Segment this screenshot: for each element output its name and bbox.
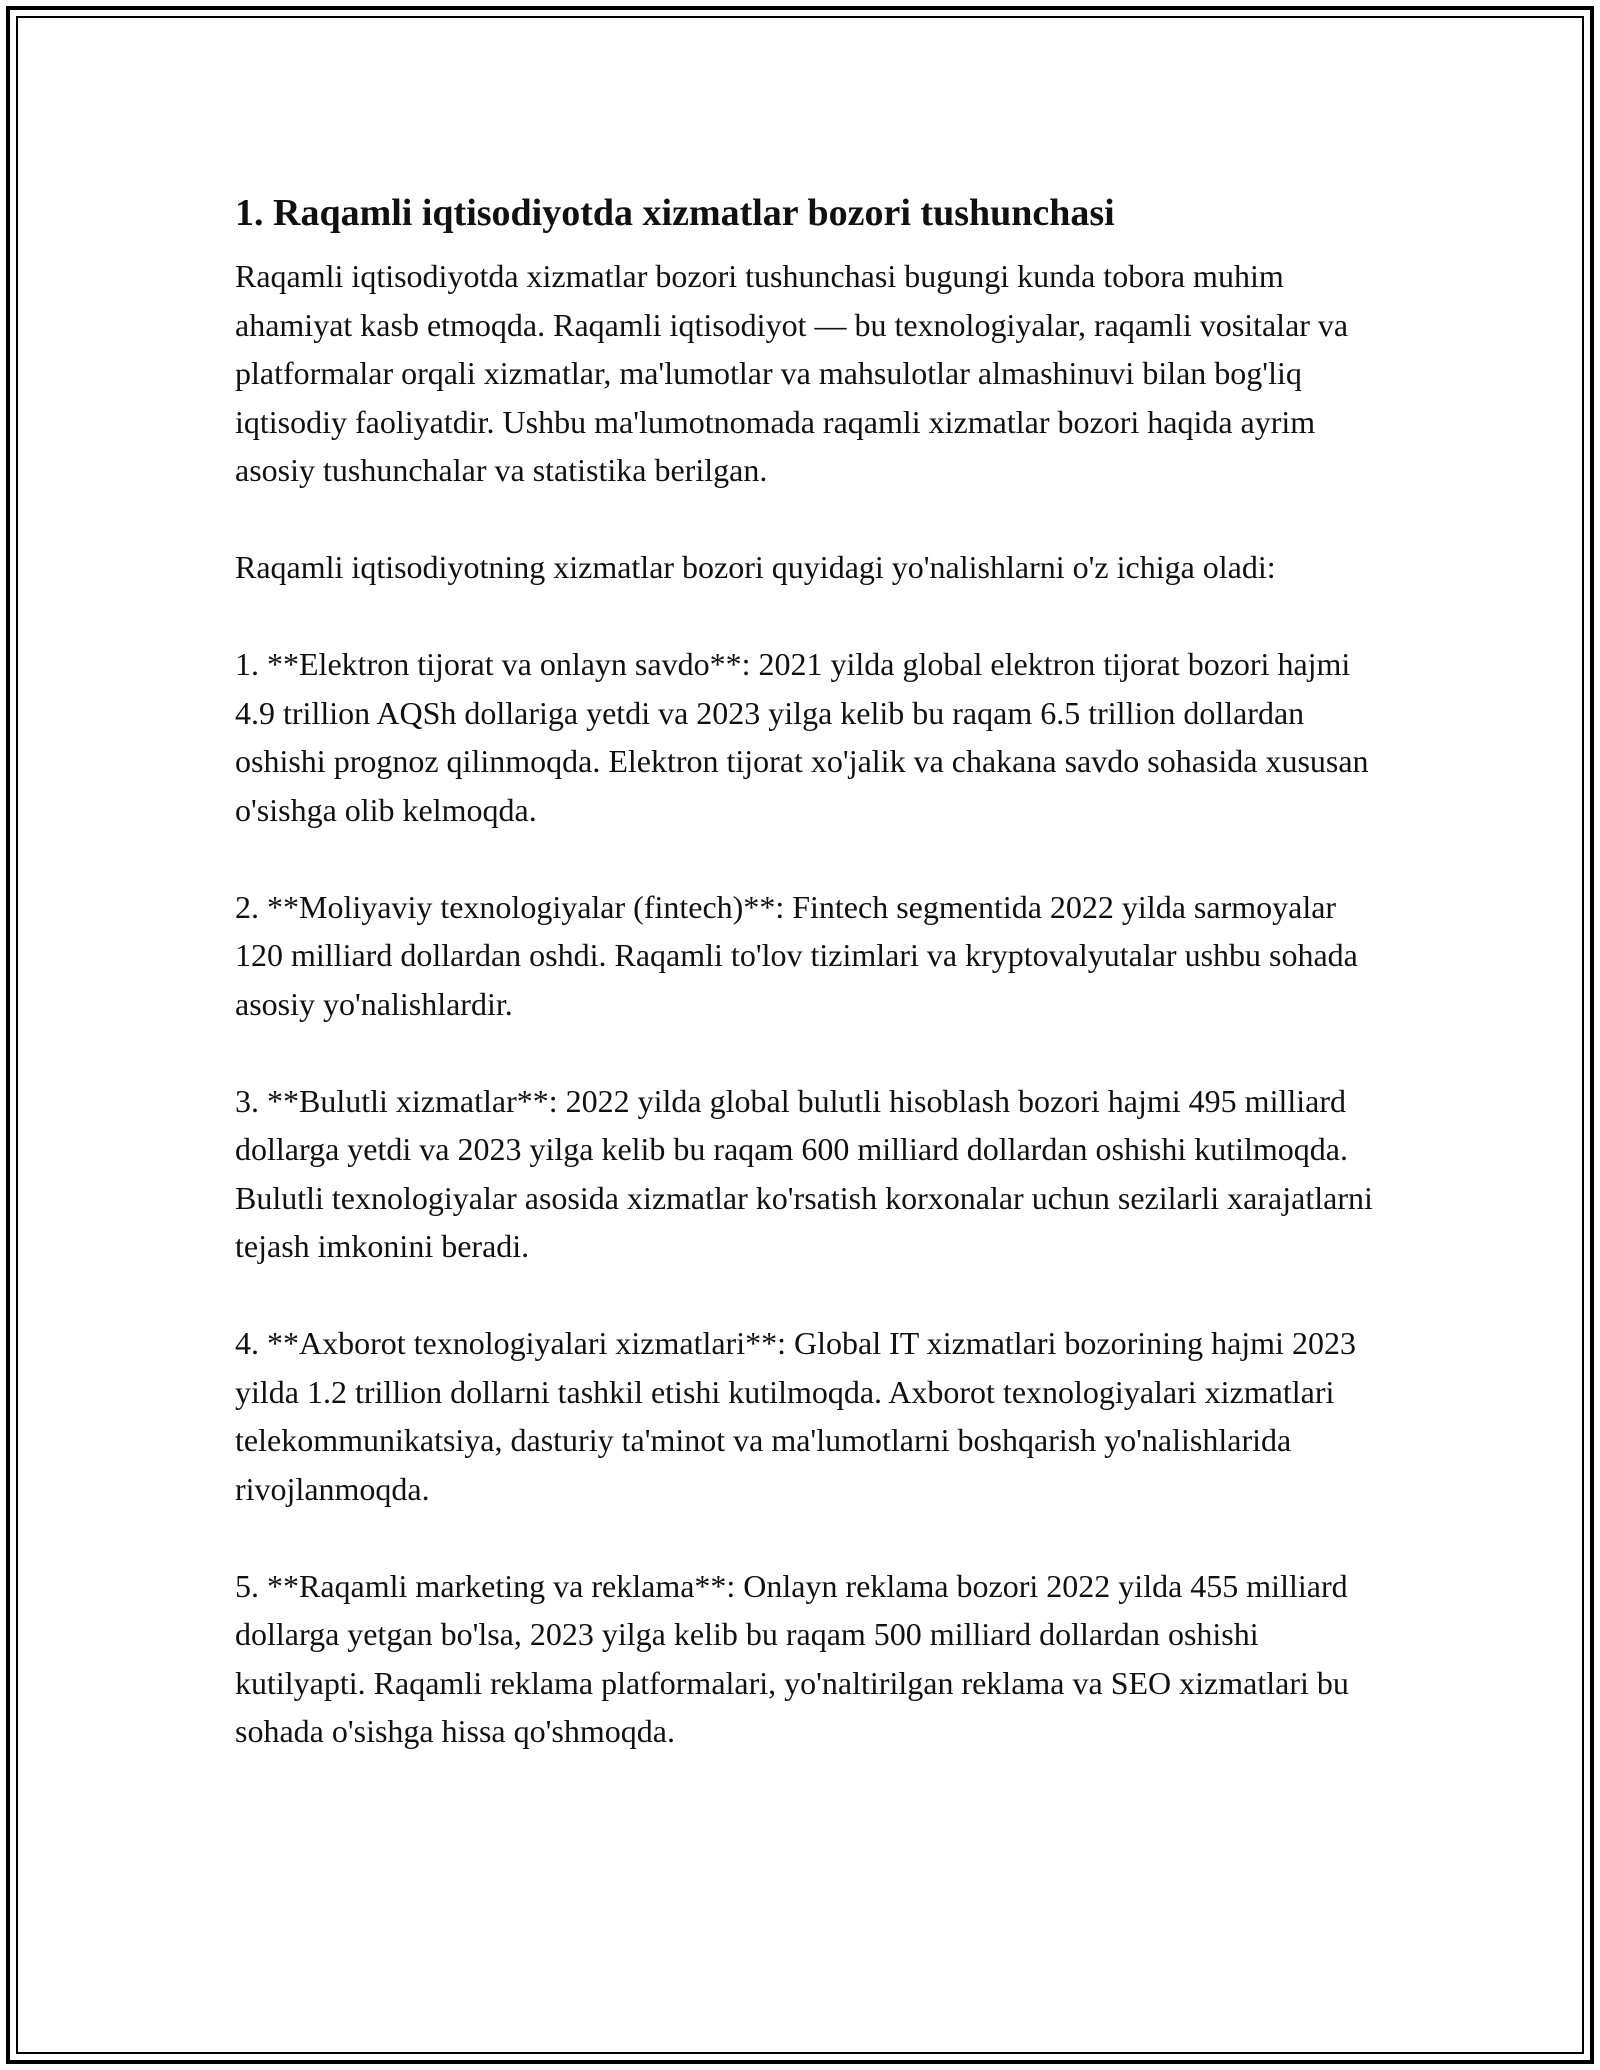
list-item-ecommerce: 1. **Elektron tijorat va onlayn savdo**: 2021 yilda global elektron tijorat bozori hajmi 4.9 trillion AQSh dollariga yetdi va 2023 yilga kelib bu raqam 6.5 trillion dollardan oshishi prognoz qilinmoqda. Elektron tijorat xo'jalik va chakana savdo sohasida xususan o'sishga olib kelmoqda. [235,646,1369,828]
list-item-marketing: 5. **Raqamli marketing va reklama**: Onlayn reklama bozori 2022 yilda 455 milliard dollarga yetgan bo'lsa, 2023 yilga kelib bu raqam 500 milliard dollardan oshishi kutilyapti. Raqamli reklama platformalari, yo'naltirilgan reklama va SEO xizmatlari bu sohada o'sishga hissa qo'shmoqda. [235,1567,1349,1749]
list-item-fintech: 2. **Moliyaviy texnologiyalar (fintech)**: Fintech segmentida 2022 yilda sarmoyalar 120 milliard dollardan oshdi. Raqamli to'lov tizimlari va kryptovalyutalar ushbu sohada asosiy yo'nalishlardir. [235,888,1358,1022]
page-title: 1. Raqamli iqtisodiyotda xizmatlar bozori tushunchasi [235,192,1115,234]
intro-paragraph: Raqamli iqtisodiyotda xizmatlar bozori tushunchasi bugungi kunda tobora muhim ahamiyat kasb etmoqda. Raqamli iqtisodiyot — bu texnologiyalar, raqamli vositalar va platformalar orqali xizmatlar, ma'lumotlar va mahsulotlar almashinuvi bilan bog'liq iqtisodiy faoliyatdir. Ushbu ma'lumotnomada raqamli xizmatlar bozori haqida ayrim asosiy tushunchalar va statistika berilgan. [235,258,1349,488]
list-item-cloud: 3. **Bulutli xizmatlar**: 2022 yilda global bulutli hisoblash bozori hajmi 495 milliard dollarga yetdi va 2023 yilga kelib bu raqam 600 milliard dollardan oshishi kutilmoqda. Bulutli texnologiyalar asosida xizmatlar ko'rsatish korxonalar uchun sezilarli xarajatlarni tejash imkonini beradi. [235,1082,1373,1264]
list-item-it-services: 4. **Axborot texnologiyalari xizmatlari**: Global IT xizmatlari bozorining hajmi 2023 yilda 1.2 trillion dollarni tashkil etishi kutilmoqda. Axborot texnologiyalari xizmatlari telekommunikatsiya, dasturiy ta'minot va ma'lumotlarni boshqarish yo'nalishlarida rivojlanmoqda. [235,1325,1356,1507]
document-body [235,188,1375,1804]
list-intro-paragraph: Raqamli iqtisodiyotning xizmatlar bozori quyidagi yo'nalishlarni o'z ichiga oladi: [235,549,1276,585]
